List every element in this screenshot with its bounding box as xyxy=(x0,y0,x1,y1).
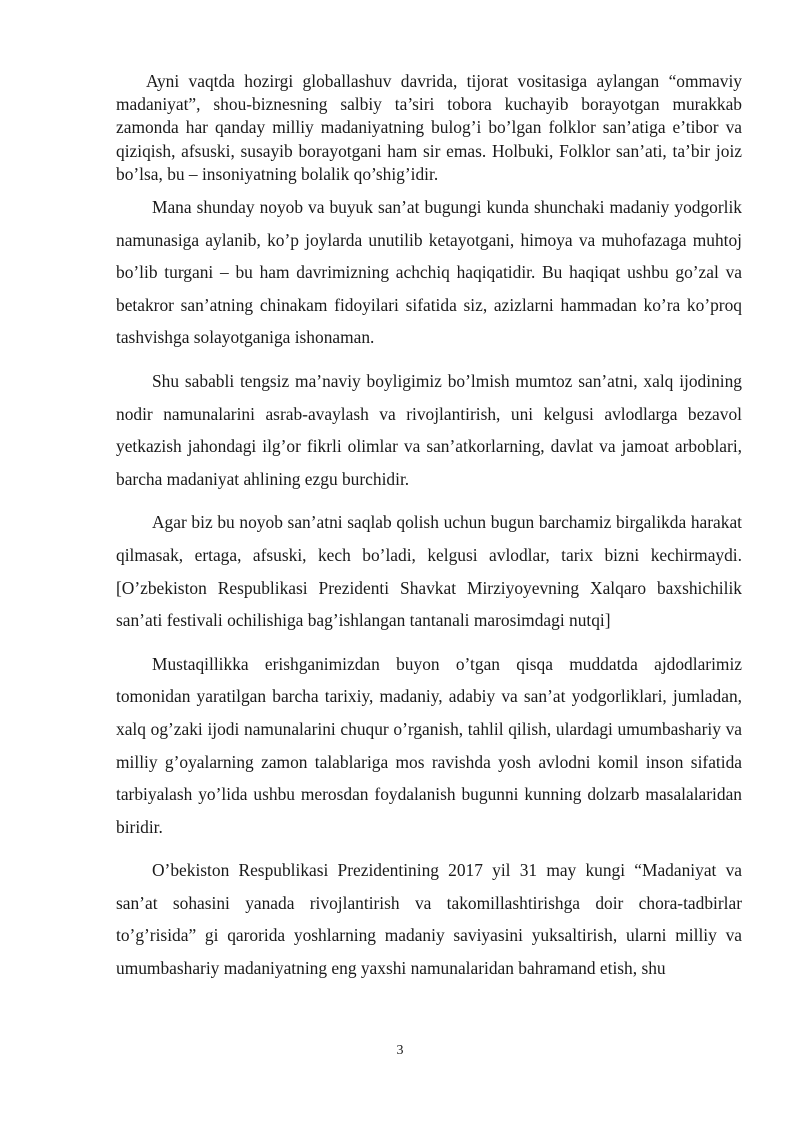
page-number: 3 xyxy=(396,1043,404,1058)
paragraph-6: O’bekiston Respublikasi Prezidentining 2017 yil 31 may kungi “Madaniyat va san’at sohasini yanada rivojlantirish va takomillashtirishga doir chora-tadbirlar to’g’risida” gi qarorida yoshlarning madaniy saviyasini yuksaltirish, ularni milliy va umumbashariy madaniyatning eng yaxshi namunalaridan bahramand etish, shu xyxy=(116,860,742,979)
paragraph-2: Mana shunday noyob va buyuk san’at bugungi kunda shunchaki madaniy yodgorlik namunasiga aylanib, ko’p joylarda unutilib ketayotgani, himoya va muhofazaga muhtoj bo’lib turgani – bu ham davrimizning achchiq haqiqatidir. Bu haqiqat ushbu go’zal va betakror san’atning chinakam fidoyilari sifatida siz, azizlarni hammadan ko’ra ko’proq tashvishga solayotganiga ishonaman. xyxy=(116,197,742,348)
page-body xyxy=(116,70,742,985)
paragraph-3: Shu sababli tengsiz ma’naviy boyligimiz bo’lmish mumtoz san’atni, xalq ijodining nodir namunalarini asrab-avaylash va rivojlantirish, uni kelgusi avlodlarga bezavol yetkazish jahondagi ilg’or fikrli olimlar va san’atkorlarning, davlat va jamoat arboblari, barcha madaniyat ahlining ezgu burchidir. xyxy=(116,370,742,489)
paragraph-5: Mustaqillikka erishganimizdan buyon o’tgan qisqa muddatda ajdodlarimiz tomonidan yaratilgan barcha tarixiy, madaniy, adabiy va san’at yodgorliklari, jumladan, xalq og’zaki ijodi namunalarini chuqur o’rganish, tahlil qilish, ulardagi umumbashariy va milliy g’oyalarning zamon talablariga mos ravishda yosh avlodni komil inson sifatida tarbiyalash yo’lida ushbu merosdan foydalanish bugunni kunning dolzarb masalalaridan biridir. xyxy=(116,653,742,837)
paragraph-1: Ayni vaqtda hozirgi globallashuv davrida, tijorat vositasiga aylangan “ommaviy madaniyat”, shou-biznesning salbiy ta’siri tobora kuchayib borayotgan murakkab zamonda har qanday milliy madaniyatning bulog’i bo’lgan folklor san’atiga e’tibor va qiziqish, afsuski, susayib borayotgani ham sir emas. Holbuki, Folklor san’ati, ta’bir joiz bo’lsa, bu – insoniyatning bolalik qo’shig’idir. xyxy=(116,71,742,184)
paragraph-4: Agar biz bu noyob san’atni saqlab qolish uchun bugun barchamiz birgalikda harakat qilmasak, ertaga, afsuski, kech bo’ladi, kelgusi avlodlar, tarix bizni kechirmaydi. [O’zbekiston Respublikasi Prezidenti Shavkat Mirziyoyevning Xalqaro baxshichilik san’ati festivali ochilishiga bag’ishlangan tantanali marosimdagi nutqi] xyxy=(116,512,742,631)
